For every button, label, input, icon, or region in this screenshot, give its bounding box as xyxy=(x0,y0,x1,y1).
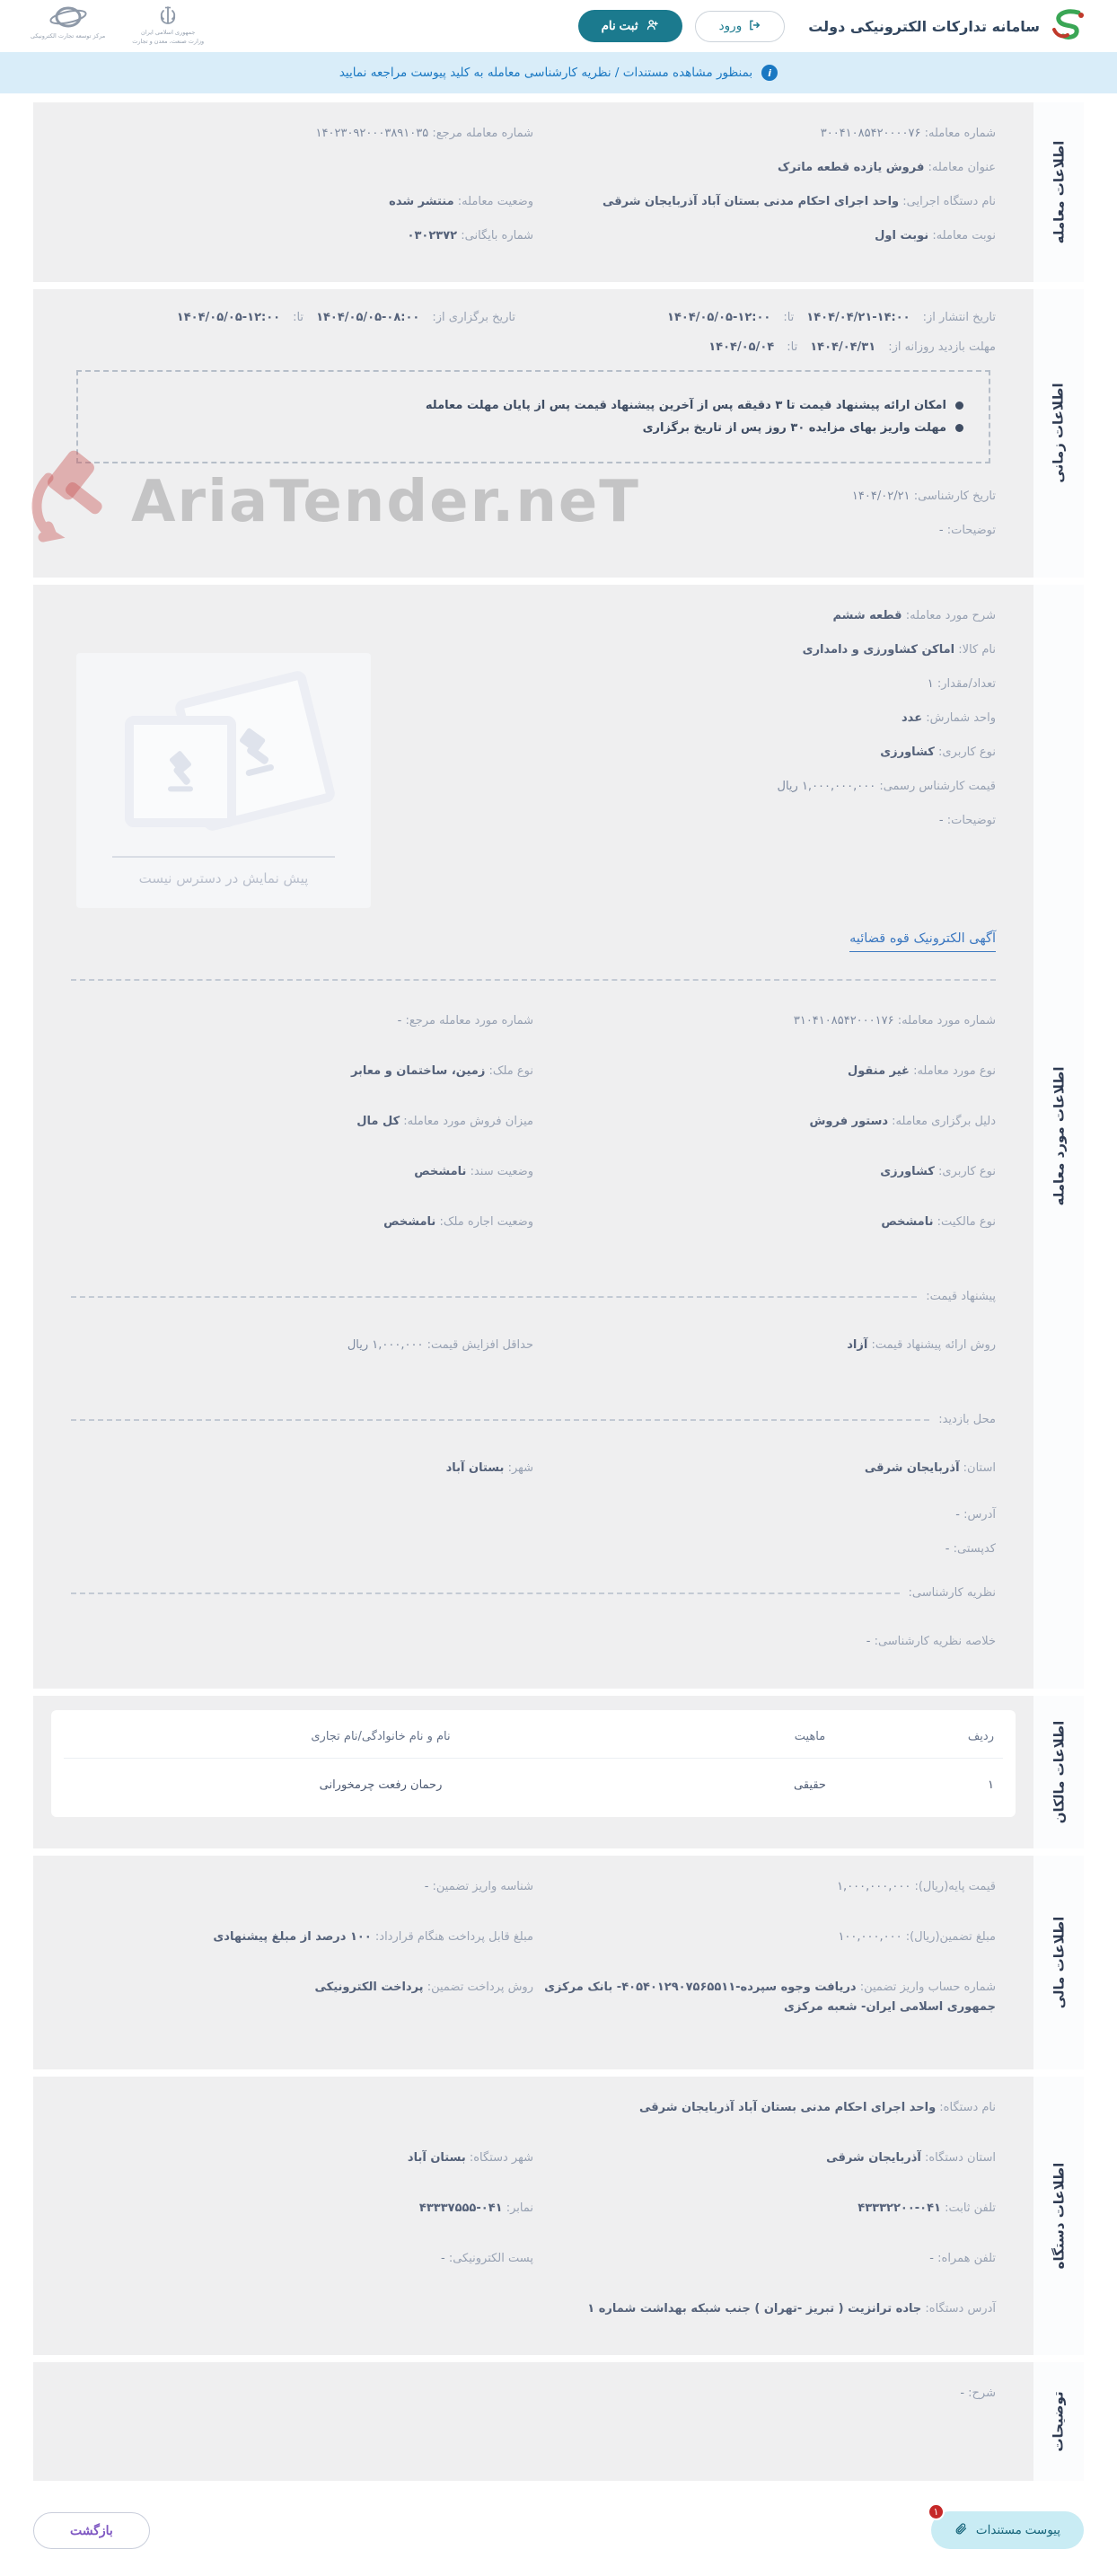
field-label: مبلغ تضمین(ریال): xyxy=(905,1929,996,1944)
section-owners-content xyxy=(33,1696,1033,1848)
section-deal-label: اطلاعات معامله xyxy=(1033,102,1084,282)
publish-to-value: ۱۴۰۴/۰۵/۰۵-۱۲:۰۰ xyxy=(667,311,771,325)
field-value: نوبت اول xyxy=(875,229,929,243)
price-offer-separator xyxy=(71,1290,996,1303)
field-value: دستور فروش xyxy=(809,1114,889,1128)
info-icon: i xyxy=(761,65,778,81)
field-label: روش ارائه پیشنهاد قیمت: xyxy=(871,1338,996,1353)
field-value: عدد xyxy=(902,710,923,725)
expert-date-label: تاریخ کارشناسی: xyxy=(913,490,996,504)
section-time-label: اطلاعات زمانی xyxy=(1033,289,1084,577)
field-value: کل مال xyxy=(356,1114,400,1128)
field-value: جاده ترانزیت ( تبریز -تهران ) جنب شبکه بهداشت شماره ۱ xyxy=(587,2302,922,2316)
attachments-button[interactable] xyxy=(931,2507,1084,2549)
visit-location-header: محل بازدید: xyxy=(938,1413,996,1427)
column-header: نام و نام خانوادگی/نام تجاری xyxy=(311,1729,451,1743)
section-organization xyxy=(33,2077,1084,2355)
field-value: ۱,۰۰۰,۰۰۰,۰۰۰ xyxy=(837,1879,911,1893)
attachments-label: پیوست مستندات xyxy=(975,2523,1060,2537)
iran-emblem-icon xyxy=(156,5,180,29)
field-label: شماره حساب واریز تضمین: xyxy=(859,1980,996,1994)
rule-item: امکان ارائه پیشنهاد قیمت تا ۳ دقیقه پس از آخرین پیشنهاد قیمت پس از پایان مهلت معامله xyxy=(103,399,963,412)
field-value: فروش یازده قطعه ماترک xyxy=(777,161,925,175)
publish-from-value: ۱۴۰۴/۰۴/۲۱-۱۴:۰۰ xyxy=(806,311,910,325)
field-label: آدرس دستگاه: xyxy=(925,2302,996,2316)
field-label: روش پرداخت تضمین: xyxy=(427,1980,533,1994)
hold-from-value: ۱۴۰۴/۰۵/۰۵-۰۸:۰۰ xyxy=(316,311,420,325)
field-label: آدرس: xyxy=(963,1508,996,1522)
ecommerce-center-caption: مرکز توسعه تجارت الکترونیکی xyxy=(31,32,106,40)
field-value: ۱ xyxy=(927,676,934,691)
field-label: نوع کاربری: xyxy=(938,745,996,759)
ministry-caption-line2: وزارت صنعت، معدن و تجارت xyxy=(132,38,205,45)
judiciary-notice-link[interactable]: آگهی الکترونیک قوه قضائیه xyxy=(849,931,996,952)
ministry-logo xyxy=(132,5,204,47)
field-value: نامشخص xyxy=(414,1164,467,1178)
publish-to-label: تا: xyxy=(783,311,795,325)
bullet-icon xyxy=(955,424,963,432)
field-label: استان: xyxy=(963,1461,996,1476)
section-item-label: اطلاعات مورد معامله xyxy=(1033,585,1084,1689)
owner-name: رحمان رفعت چرمخورانی xyxy=(64,1758,698,1812)
section-item-info xyxy=(33,585,1084,1689)
field-label: شماره معامله مرجع: xyxy=(432,127,533,140)
field-value: ۰۳۰۲۳۷۲ xyxy=(407,229,458,243)
owners-table-header xyxy=(64,1716,1003,1758)
field-value: نامشخص xyxy=(383,1214,436,1229)
visit-from-label: مهلت بازدید روزانه از: xyxy=(888,340,996,355)
field-value: بستان آباد xyxy=(407,2150,466,2165)
section-owners xyxy=(33,1696,1084,1848)
field-value: - xyxy=(945,1542,950,1557)
dashed-separator xyxy=(71,979,996,981)
section-financial-content xyxy=(33,1856,1033,2069)
section-financial xyxy=(33,1856,1084,2069)
expert-summary-label: خلاصه نظریه کارشناسی: xyxy=(874,1635,996,1649)
preview-caption: پیش نمایش در دسترس نیست xyxy=(138,869,309,887)
column-header: ماهیت xyxy=(794,1729,826,1743)
field-label: قیمت کارشناس رسمی: xyxy=(879,780,996,794)
section-time-info xyxy=(33,289,1084,577)
hold-to-value: ۱۴۰۴/۰۵/۰۵-۱۲:۰۰ xyxy=(176,311,281,325)
register-label: ثبت نام xyxy=(601,19,638,32)
time-desc-value: - xyxy=(938,524,944,538)
field-value: کشاورزی xyxy=(880,1164,935,1178)
field-value: واحد اجرای احکام مدنی بستان آباد آذربایجان شرقی xyxy=(638,2100,937,2114)
field-value: ۱۰۰,۰۰۰,۰۰۰ xyxy=(838,1929,902,1944)
setad-logo-icon xyxy=(1049,8,1086,44)
field-value: آذربایجان شرقی xyxy=(826,2150,921,2165)
price-offer-header: پیشنهاد قیمت: xyxy=(926,1290,996,1304)
field-label: دلیل برگزاری معامله: xyxy=(892,1114,996,1128)
expert-date-value: ۱۴۰۴/۰۲/۲۱ xyxy=(851,490,910,504)
login-label: ورود xyxy=(718,19,743,32)
field-label: عنوان معامله: xyxy=(928,161,996,175)
field-label: نوع مورد معامله: xyxy=(913,1063,996,1078)
field-label: وضعیت سند: xyxy=(470,1164,533,1178)
login-button[interactable] xyxy=(695,11,786,42)
column-header: ردیف xyxy=(967,1729,994,1743)
paperclip-icon xyxy=(954,2522,968,2538)
brand xyxy=(808,8,1086,44)
time-desc-label: توضیحات: xyxy=(946,524,996,538)
field-label: نام کالا: xyxy=(958,642,996,657)
field-value: آذربایجان شرقی xyxy=(864,1461,960,1476)
login-icon xyxy=(748,19,761,34)
ecommerce-center-logo xyxy=(31,5,105,41)
field-value: ۳۰۰۴۱۰۸۵۴۲۰۰۰۰۷۶ xyxy=(820,127,921,140)
preview-divider xyxy=(112,856,335,858)
register-button[interactable] xyxy=(578,10,682,42)
expert-summary-value: - xyxy=(866,1635,871,1649)
field-label: نوع ملک: xyxy=(488,1063,533,1078)
field-label: توضیحات: xyxy=(946,814,996,828)
section-deal-content xyxy=(33,102,1033,282)
visit-to-label: تا: xyxy=(787,340,798,355)
bullet-icon xyxy=(955,401,963,410)
field-label: کدپستی: xyxy=(953,1542,996,1557)
field-value: بستان آباد xyxy=(445,1461,505,1476)
field-label: نوع مالکیت: xyxy=(937,1214,996,1229)
field-value: ۰۴۱-۴۳۳۳۲۲۰۰ xyxy=(858,2201,941,2216)
field-value: - xyxy=(929,2252,934,2266)
section-item-content xyxy=(33,585,1033,1689)
field-label: نام دستگاه: xyxy=(939,2100,996,2114)
field-label: وضعیت اجاره ملک: xyxy=(439,1214,533,1229)
desc-value: - xyxy=(960,2386,965,2401)
field-label: شماره مورد معامله: xyxy=(897,1013,996,1028)
field-value: زمین، ساختمان و معابر xyxy=(350,1063,486,1078)
field-value: - xyxy=(938,814,944,828)
gavel-icon xyxy=(125,716,236,827)
field-label: شناسه واریز تضمین: xyxy=(432,1879,533,1893)
field-value: اماکن کشاورزی و دامداری xyxy=(802,642,955,657)
field-value: ۰۴۱-۴۳۳۳۷۵۵۵ xyxy=(418,2201,503,2216)
section-organization-content xyxy=(33,2077,1033,2355)
field-value: ۱۴۰۲۳۰۹۲۰۰۰۳۸۹۱۰۳۵ xyxy=(315,127,429,140)
hold-to-label: تا: xyxy=(293,311,304,325)
ministry-caption-line1: جمهوری اسلامی ایران xyxy=(141,29,196,37)
field-label: شماره بایگانی: xyxy=(461,229,533,243)
globe-icon xyxy=(48,5,88,32)
field-value: ۳۱۰۴۱۰۸۵۴۲۰۰۰۱۷۶ xyxy=(793,1013,894,1028)
image-preview-placeholder xyxy=(76,653,371,908)
section-time-content xyxy=(33,289,1033,577)
owner-index: ۱ xyxy=(922,1758,1003,1812)
field-label: تعداد/مقدار: xyxy=(937,676,996,691)
hold-from-label: تاریخ برگزاری از: xyxy=(432,311,515,325)
back-button[interactable]: بازگشت xyxy=(33,2512,150,2549)
section-owners-label: اطلاعات مالکان xyxy=(1033,1696,1084,1848)
field-label: نمابر: xyxy=(506,2201,533,2216)
field-label: نام دستگاه اجرایی: xyxy=(902,195,996,209)
expert-opinion-header: نظریه کارشناسی: xyxy=(908,1586,996,1601)
section-explanations-content xyxy=(33,2362,1033,2481)
owners-table xyxy=(51,1710,1016,1817)
expert-opinion-separator xyxy=(71,1586,996,1600)
field-label: میزان فروش مورد معامله: xyxy=(403,1114,533,1128)
field-label: تلفن همراه: xyxy=(937,2252,996,2266)
header xyxy=(0,0,1117,52)
field-value: منتشر شده xyxy=(389,195,454,209)
notice-text: بمنظور مشاهده مستندات / نظریه کارشناسی معامله به کلید پیوست مراجعه نمایید xyxy=(339,66,753,80)
attachments-count-badge: ۱ xyxy=(928,2503,945,2520)
preview-thumbnails xyxy=(125,684,322,836)
field-label: شماره معامله: xyxy=(924,127,996,140)
auth-buttons xyxy=(578,10,786,42)
field-label: وضعیت معامله: xyxy=(457,195,533,209)
field-label: استان دستگاه: xyxy=(924,2150,996,2165)
field-value: دریافت وجوه سپرده-۴۰۵۴۰۱۲۹۰۷۵۶۵۵۱۱- بانک مرکزی جمهوری اسلامی ایران- شعبه مرکزی xyxy=(544,1980,996,2014)
field-value: کشاورزی xyxy=(880,745,935,759)
field-label: نوبت معامله: xyxy=(932,229,996,243)
section-organization-label: اطلاعات دستگاه xyxy=(1033,2077,1084,2355)
publish-from-label: تاریخ انتشار از: xyxy=(922,311,996,325)
field-label: قیمت پایه(ریال): xyxy=(914,1879,996,1893)
field-value: واحد اجرای احکام مدنی بستان آباد آذربایجان شرقی xyxy=(602,195,900,209)
desc-label: شرح: xyxy=(968,2386,996,2401)
field-value: - xyxy=(440,2252,445,2266)
section-financial-label: اطلاعات مالی xyxy=(1033,1856,1084,2069)
field-label: شهر دستگاه: xyxy=(469,2150,533,2165)
field-value: ۱,۰۰۰,۰۰۰ ریال xyxy=(347,1338,424,1353)
rule-item: مهلت واریز بهای مزایده ۳۰ روز پس از تاریخ برگزاری xyxy=(103,421,963,435)
field-label: حداقل افزایش قیمت: xyxy=(427,1338,533,1353)
government-logos xyxy=(31,5,204,47)
field-value: غیر منقول xyxy=(847,1063,910,1078)
section-deal-info xyxy=(33,102,1084,282)
footer xyxy=(0,2507,1117,2549)
person-plus-icon xyxy=(646,18,659,34)
table-row xyxy=(64,1758,1003,1812)
field-label: واحد شمارش: xyxy=(926,710,996,725)
field-label: پست الکترونیکی: xyxy=(448,2252,533,2266)
field-label: نوع کاربری: xyxy=(938,1164,996,1178)
app-title: سامانه تدارکات الکترونیکی دولت xyxy=(808,17,1040,35)
field-value: - xyxy=(397,1013,402,1028)
notice-bar xyxy=(0,52,1117,93)
owner-nature: حقیقی xyxy=(698,1758,922,1812)
field-value: - xyxy=(424,1879,429,1893)
field-value: آزاد xyxy=(847,1338,868,1353)
field-value: - xyxy=(955,1508,960,1522)
section-explanations-label: توضیحات xyxy=(1033,2362,1084,2481)
field-label: شرح مورد معامله: xyxy=(905,608,996,622)
field-value: پرداخت الکترونیکی xyxy=(314,1980,424,1994)
section-explanations xyxy=(33,2362,1084,2481)
time-rules-box xyxy=(76,370,990,463)
field-value: ۱۰۰ درصد از مبلغ پیشنهادی xyxy=(213,1929,372,1944)
field-label: تلفن ثابت: xyxy=(945,2201,996,2216)
field-value: نامشخص xyxy=(881,1214,934,1229)
visit-from-value: ۱۴۰۴/۰۴/۳۱ xyxy=(810,340,876,355)
visit-to-value: ۱۴۰۴/۰۵/۰۴ xyxy=(708,340,775,355)
watermark-text: AriaTender.neT xyxy=(131,469,640,535)
field-label: مبلغ قابل پرداخت هنگام قرارداد: xyxy=(374,1929,533,1944)
visit-location-separator xyxy=(71,1413,996,1426)
field-label: شهر: xyxy=(507,1461,533,1476)
field-value: ۱,۰۰۰,۰۰۰,۰۰۰ ریال xyxy=(777,780,876,794)
field-label: شماره مورد معامله مرجع: xyxy=(405,1013,533,1028)
field-value: قطعه ششم xyxy=(832,608,902,622)
